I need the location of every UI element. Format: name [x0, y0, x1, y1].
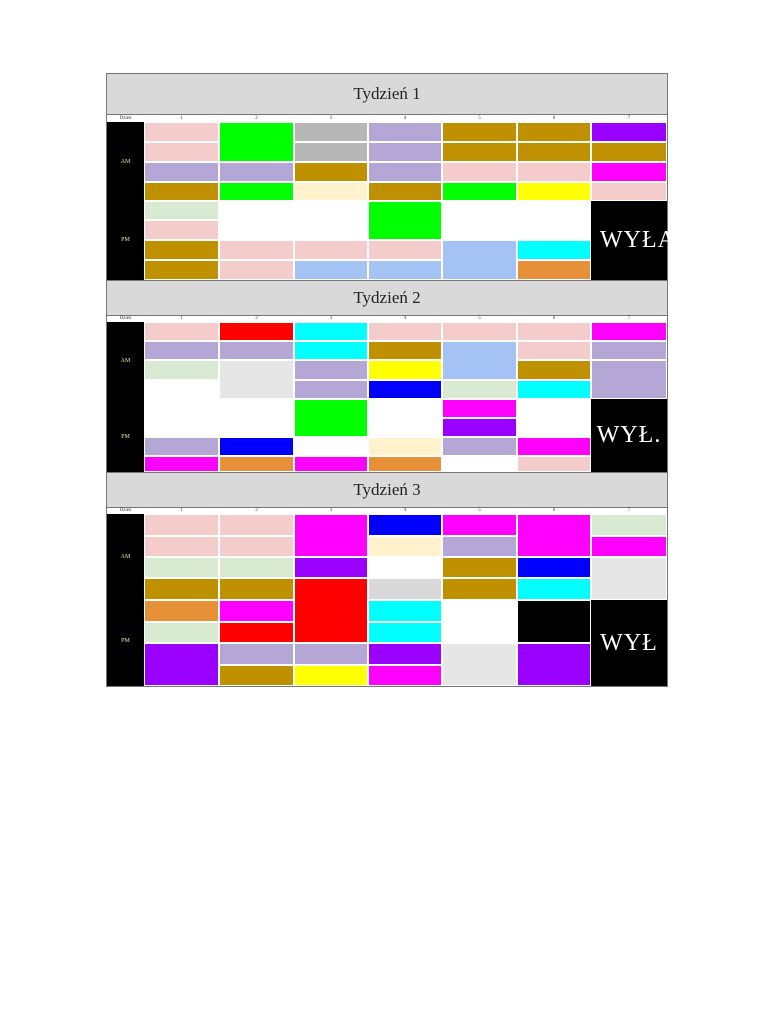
day-3: 3 [329, 508, 333, 513]
schedule-cell[interactable] [294, 322, 368, 341]
week-1-day-row [107, 115, 667, 122]
schedule-cell[interactable] [442, 643, 517, 686]
schedule-cell[interactable] [294, 665, 368, 686]
day-7: 7 [627, 508, 631, 513]
schedule-cell[interactable] [368, 536, 442, 557]
schedule-cell[interactable] [368, 162, 442, 182]
day-6: 6 [552, 508, 556, 513]
am-label: AM [120, 159, 131, 165]
schedule-cell[interactable] [517, 182, 591, 201]
schedule-cell[interactable] [219, 220, 294, 240]
schedule-cell[interactable] [219, 182, 294, 201]
schedule-cell[interactable] [219, 399, 294, 418]
schedule-cell[interactable] [517, 260, 591, 280]
day-1: 1 [180, 316, 183, 321]
schedule-cell[interactable] [219, 665, 294, 686]
schedule-cell[interactable] [144, 201, 219, 220]
schedule-cell[interactable] [294, 456, 368, 472]
schedule-cell[interactable] [294, 437, 368, 456]
schedule-cell[interactable] [144, 536, 219, 557]
schedule-cell[interactable] [144, 437, 219, 456]
schedule-cell[interactable] [591, 360, 667, 399]
schedule-cell[interactable] [517, 240, 591, 260]
schedule-cell[interactable] [517, 399, 591, 418]
schedule-cell[interactable] [517, 578, 591, 600]
schedule-cell[interactable] [517, 341, 591, 360]
week-2-grid [107, 322, 667, 472]
schedule-cell[interactable] [517, 600, 591, 643]
day-off-block [591, 201, 676, 280]
schedule-cell[interactable] [294, 557, 368, 578]
schedule-cell[interactable] [219, 643, 294, 665]
schedule-cell[interactable] [368, 578, 442, 600]
schedule-cell[interactable] [294, 201, 368, 220]
schedule-cell[interactable] [144, 399, 219, 418]
schedule-cell[interactable] [591, 341, 667, 360]
schedule-cell[interactable] [442, 220, 517, 240]
schedule-cell[interactable] [368, 665, 442, 686]
schedule-cell[interactable] [591, 322, 667, 341]
day-header: Dzień [119, 116, 132, 121]
schedule-cell[interactable] [144, 322, 219, 341]
schedule-cell[interactable] [144, 578, 219, 600]
schedule-cell[interactable] [442, 600, 517, 622]
schedule-cell[interactable] [219, 418, 294, 437]
schedule-cell[interactable] [294, 341, 368, 360]
schedule-cell[interactable] [144, 220, 219, 240]
schedule-cell[interactable] [591, 182, 667, 201]
day-off-block [591, 399, 667, 472]
day-header: Dzień [119, 508, 132, 513]
schedule-cell[interactable] [517, 220, 591, 240]
schedule-cell[interactable] [591, 514, 667, 536]
pm-label: PM [121, 237, 130, 243]
week-3-title [107, 472, 667, 508]
day-7: 7 [627, 116, 631, 121]
schedule-cell[interactable] [144, 622, 219, 643]
schedule-cell[interactable] [442, 437, 517, 456]
schedule-cell[interactable] [517, 418, 591, 437]
day-6: 6 [552, 316, 556, 321]
schedule-cell[interactable] [294, 360, 368, 380]
schedule-cell[interactable] [144, 182, 219, 201]
day-7: 7 [627, 316, 631, 321]
schedule-cell[interactable] [517, 162, 591, 182]
day-off-label: WYŁĄ [600, 227, 676, 253]
day-4: 4 [403, 508, 407, 513]
schedule-cell[interactable] [144, 122, 219, 142]
schedule-cell[interactable] [219, 536, 294, 557]
schedule-cell[interactable] [144, 643, 219, 686]
schedule-cell[interactable] [442, 240, 517, 280]
schedule-cell[interactable] [294, 240, 368, 260]
schedule-cell[interactable] [219, 600, 294, 622]
schedule-cell[interactable] [442, 399, 517, 418]
schedule-cell[interactable] [368, 600, 442, 622]
schedule-cell[interactable] [219, 360, 294, 399]
schedule-cell[interactable] [442, 182, 517, 201]
schedule-cell[interactable] [368, 456, 442, 472]
day-1: 1 [180, 116, 183, 121]
pm-label: PM [121, 434, 130, 440]
schedule-cell[interactable] [368, 322, 442, 341]
schedule-cell[interactable] [591, 142, 667, 162]
day-header: Dzień [119, 316, 132, 321]
day-off-label: WYŁ. [596, 422, 662, 448]
schedule-cell[interactable] [144, 240, 219, 260]
schedule-cell[interactable] [368, 341, 442, 360]
schedule-cell[interactable] [368, 122, 442, 142]
day-1: 1 [180, 508, 183, 513]
schedule-cell[interactable] [144, 142, 219, 162]
schedule-cell[interactable] [219, 437, 294, 456]
day-3: 3 [329, 116, 333, 121]
schedule-cell[interactable] [517, 643, 591, 686]
schedule-cell[interactable] [517, 142, 591, 162]
schedule-cell[interactable] [517, 360, 591, 380]
day-2: 2 [255, 508, 258, 513]
schedule-cell[interactable] [144, 514, 219, 536]
schedule-cell[interactable] [368, 182, 442, 201]
schedule-cell[interactable] [517, 437, 591, 456]
schedule-cell[interactable] [144, 456, 219, 472]
schedule-cell[interactable] [517, 322, 591, 341]
schedule-cell[interactable] [368, 622, 442, 643]
schedule-cell[interactable] [368, 514, 442, 536]
day-off-label: WYŁ [600, 629, 658, 656]
week-2-title-text: Tydzień 2 [353, 288, 421, 307]
schedule-cell[interactable] [219, 162, 294, 182]
week-3-title-text: Tydzień 3 [353, 480, 421, 499]
schedule-cell[interactable] [294, 142, 368, 162]
schedule-cell[interactable] [144, 418, 219, 437]
schedule-cell[interactable] [517, 201, 591, 220]
day-4: 4 [403, 316, 407, 321]
schedule-cell[interactable] [219, 514, 294, 536]
schedule-cell[interactable] [442, 514, 517, 536]
schedule-cell[interactable] [219, 240, 294, 260]
schedule-cell[interactable] [368, 418, 442, 437]
schedule-cell[interactable] [442, 322, 517, 341]
schedule-cell[interactable] [442, 456, 517, 472]
week-3-grid [107, 514, 667, 686]
schedule-cell[interactable] [294, 643, 368, 665]
schedule-cell[interactable] [294, 260, 368, 280]
schedule-cell[interactable] [368, 643, 442, 665]
day-5: 5 [478, 508, 481, 513]
schedule-cell[interactable] [368, 380, 442, 399]
day-3: 3 [329, 316, 333, 321]
schedule-cell[interactable] [219, 578, 294, 600]
schedule-cell[interactable] [294, 380, 368, 399]
schedule-cell[interactable] [442, 142, 517, 162]
schedule-cell[interactable] [294, 578, 368, 643]
schedule-cell[interactable] [219, 322, 294, 341]
day-5: 5 [478, 116, 481, 121]
schedule-cell[interactable] [517, 122, 591, 142]
schedule-cell[interactable] [442, 341, 517, 380]
schedule-cell[interactable] [442, 418, 517, 437]
schedule-cell[interactable] [442, 122, 517, 142]
schedule-cell[interactable] [294, 162, 368, 182]
schedule-cell[interactable] [442, 536, 517, 557]
time-column [107, 322, 144, 472]
week-1-title-text: Tydzień 1 [353, 84, 421, 103]
schedule-cell[interactable] [591, 162, 667, 182]
schedule-cell[interactable] [144, 380, 219, 399]
schedule-cell[interactable] [219, 456, 294, 472]
schedule-cell[interactable] [368, 201, 442, 240]
schedule-cell[interactable] [219, 622, 294, 643]
schedule-sheet [106, 73, 676, 687]
schedule-cell[interactable] [368, 557, 442, 578]
schedule-cell[interactable] [442, 162, 517, 182]
schedule-cell[interactable] [368, 142, 442, 162]
week-1-grid [107, 122, 676, 280]
week-2-day-row [107, 315, 667, 322]
week-3-day-row [107, 507, 667, 514]
schedule-cell[interactable] [368, 260, 442, 280]
schedule-cell[interactable] [219, 122, 294, 162]
time-column [107, 514, 144, 686]
week-1-title [107, 74, 667, 115]
schedule-cell[interactable] [591, 557, 667, 600]
day-4: 4 [403, 116, 407, 121]
day-off-block [591, 600, 667, 686]
time-column [107, 122, 144, 280]
pm-label: PM [121, 638, 130, 644]
schedule-cell[interactable] [219, 557, 294, 578]
schedule-cell[interactable] [368, 240, 442, 260]
schedule-cell[interactable] [517, 380, 591, 399]
schedule-cell[interactable] [442, 622, 517, 643]
schedule-cell[interactable] [517, 456, 591, 472]
schedule-cell[interactable] [591, 122, 667, 142]
schedule-cell[interactable] [219, 260, 294, 280]
schedule-cell[interactable] [294, 182, 368, 201]
schedule-cell[interactable] [144, 600, 219, 622]
schedule-cell[interactable] [144, 162, 219, 182]
schedule-cell[interactable] [144, 360, 219, 380]
schedule-cell[interactable] [219, 201, 294, 220]
schedule-cell[interactable] [144, 341, 219, 360]
schedule-cell[interactable] [294, 122, 368, 142]
schedule-cell[interactable] [442, 380, 517, 399]
schedule-cell[interactable] [517, 514, 591, 557]
schedule-cell[interactable] [294, 220, 368, 240]
day-2: 2 [255, 116, 258, 121]
schedule-cell[interactable] [368, 360, 442, 380]
schedule-cell[interactable] [219, 341, 294, 360]
day-2: 2 [255, 316, 258, 321]
schedule-cell[interactable] [144, 260, 219, 280]
day-5: 5 [478, 316, 481, 321]
am-label: AM [120, 554, 131, 560]
schedule-cell[interactable] [368, 399, 442, 418]
schedule-cell[interactable] [144, 557, 219, 578]
week-2-title [107, 280, 667, 316]
schedule-cell[interactable] [517, 557, 591, 578]
schedule-cell[interactable] [294, 399, 368, 437]
schedule-cell[interactable] [294, 514, 368, 557]
schedule-cell[interactable] [442, 557, 517, 578]
schedule-cell[interactable] [442, 201, 517, 220]
schedule-cell[interactable] [368, 437, 442, 456]
day-6: 6 [552, 116, 556, 121]
schedule-cell[interactable] [442, 578, 517, 600]
am-label: AM [120, 358, 131, 364]
schedule-cell[interactable] [591, 536, 667, 557]
